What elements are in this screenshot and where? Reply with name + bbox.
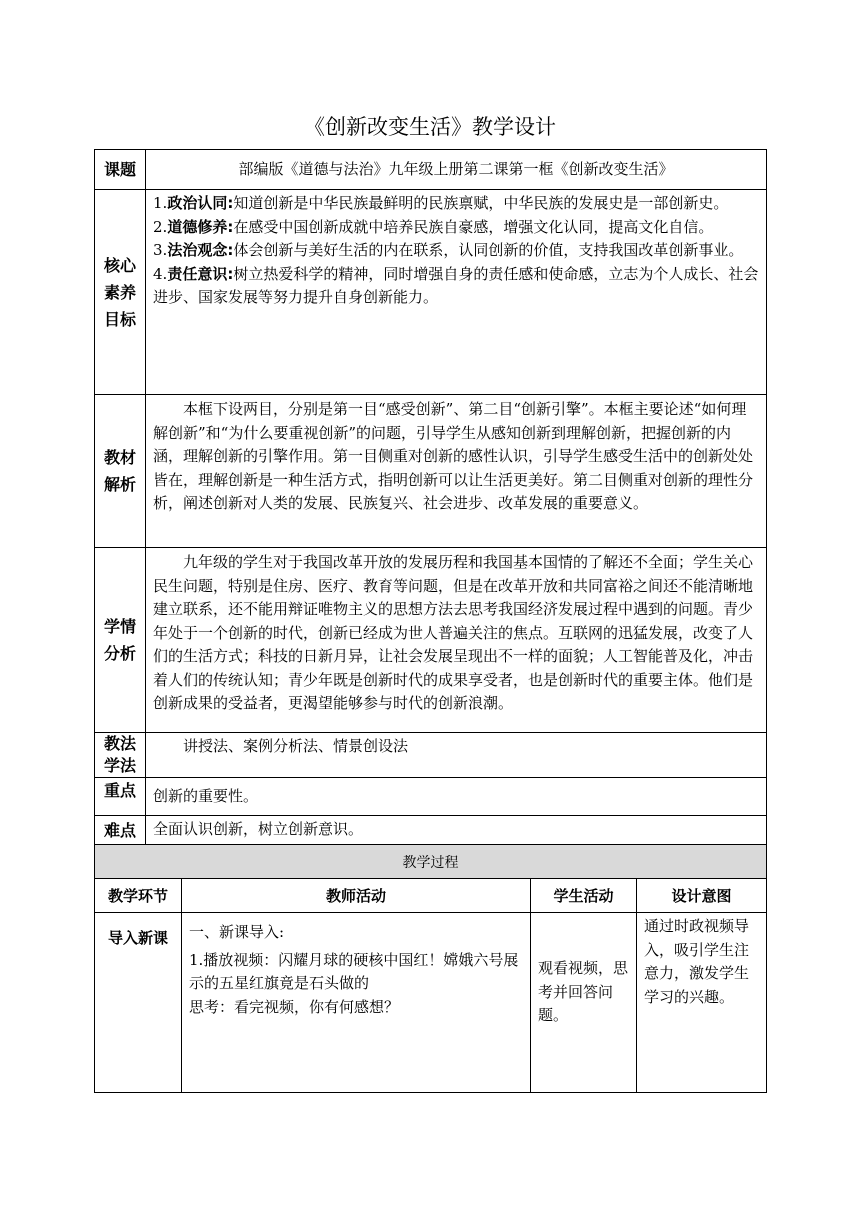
analysis-label-line: 解析: [103, 475, 136, 494]
teacher-activity-line: 一、新课导入:: [189, 923, 285, 941]
lesson-row: [95, 150, 767, 190]
key-text: 创新的重要性。: [146, 778, 767, 816]
column-header-intent: 设计意图: [637, 879, 767, 913]
lesson-title: 部编版《道德与法治》九年级上册第二课第一框《创新改变生活》: [146, 150, 767, 190]
goal-item: 2.道德修养:在感受中国创新成就中培养民族自豪感，增强文化认同，提高文化自信。: [153, 217, 714, 236]
process-table: [94, 844, 767, 1093]
process-columns-row: [95, 879, 767, 913]
key-row: [95, 778, 767, 816]
process-header: 教学过程: [95, 845, 767, 879]
goals-label-line: 目标: [103, 309, 136, 329]
students-label-line: 分析: [103, 644, 136, 663]
students-label-line: 学情: [103, 617, 136, 636]
lesson-info-table: [94, 149, 767, 845]
goal-item: 3.法治观念:体会创新与美好生活的内在联系，认同创新的价值，支持我国改革创新事业。: [153, 241, 744, 259]
goals-content: [146, 190, 767, 395]
goals-row: [95, 190, 767, 395]
goals-label-line: 素养: [103, 282, 136, 302]
students-text: 九年级的学生对于我国改革开放的发展历程和我国基本国情的了解还不全面；学生关心民生问题，特别是住房、医疗、教育等问题，但是在改革开放和共同富裕之间还不能清晰地建立联系，还不能用辩证唯物主义的思想方法去思考我国经济发展过程中遇到的问题。青少年处于一个创新的时代，创新已经成为世人普遍关注的焦点。互联网的迅猛发展，改变了人们的生活方式；科技的日新月异，让社会发展呈现出不一样的面貌；人工智能普及化，冲击着人们的传统认知；青少年既是创新时代的成果享受者，也是创新时代的重要主体。他们是创新成果的受益者，更渴望能够参与时代的创新浪潮。: [146, 548, 767, 733]
methods-row: [95, 733, 767, 778]
analysis-label: [95, 395, 146, 548]
methods-label: [95, 733, 146, 778]
design-intent-cell: 通过时政视频导入，吸引学生注意力，激发学生学习的兴趣。: [637, 913, 767, 1093]
analysis-text: 本框下设两目，分别是第一目“感受创新”、第二目“创新引擎”。本框主要论述“如何理解创新”和“为什么要重视创新”的问题，引导学生从感知创新到理解创新，把握创新的内涵，理解创新的引擎作用。第一目侧重对创新的感性认识，引导学生感受生活中的创新处处皆在，理解创新是一种生活方式，指明创新可以让生活更美好。第二目侧重对创新的理性分析，阐述创新对人类的发展、民族复兴、社会进步、改革发展的重要意义。: [146, 395, 767, 548]
lesson-label: 课题: [95, 150, 146, 190]
difficulty-row: [95, 816, 767, 845]
methods-text: 讲授法、案例分析法、情景创设法: [146, 733, 767, 778]
process-header-row: [95, 845, 767, 879]
students-row: [95, 548, 767, 733]
methods-label-line: 学法: [103, 756, 136, 775]
document-title: 《创新改变生活》教学设计: [304, 115, 556, 139]
stage-cell: 导入新课: [95, 913, 182, 1093]
analysis-row: [95, 395, 767, 548]
difficulty-label: 难点: [95, 816, 146, 845]
column-header-student: 学生活动: [531, 879, 637, 913]
student-activity-cell: 观看视频，思考并回答问题。: [531, 913, 637, 1093]
students-label: [95, 548, 146, 733]
teacher-activity-line: 1.播放视频：闪耀月球的硬核中国红！嫦娥六号展示的五星红旗竟是石头做的: [189, 950, 519, 992]
difficulty-text: 全面认识创新，树立创新意识。: [146, 816, 767, 845]
column-header-stage: 教学环节: [95, 879, 182, 913]
teacher-activity-cell: [182, 913, 531, 1093]
methods-label-line: 教法: [103, 734, 136, 753]
goals-label: [95, 190, 146, 395]
teacher-activity-line: 思考：看完视频，你有何感想？: [189, 997, 400, 1016]
goals-label-line: 核心: [103, 255, 136, 275]
goal-item: 1.政治认同:知道创新是中华民族最鲜明的民族禀赋，中华民族的发展史是一部创新史。: [153, 194, 729, 212]
analysis-label-line: 教材: [103, 448, 136, 467]
key-label: 重点: [95, 778, 146, 816]
column-header-teacher: 教师活动: [182, 879, 531, 913]
table-row: [95, 913, 767, 1093]
goal-item: 4.责任意识:树立热爱科学的精神，同时增强自身的责任感和使命感，立志为个人成长、社会进步、国家发展等努力提升自身创新能力。: [153, 264, 759, 306]
